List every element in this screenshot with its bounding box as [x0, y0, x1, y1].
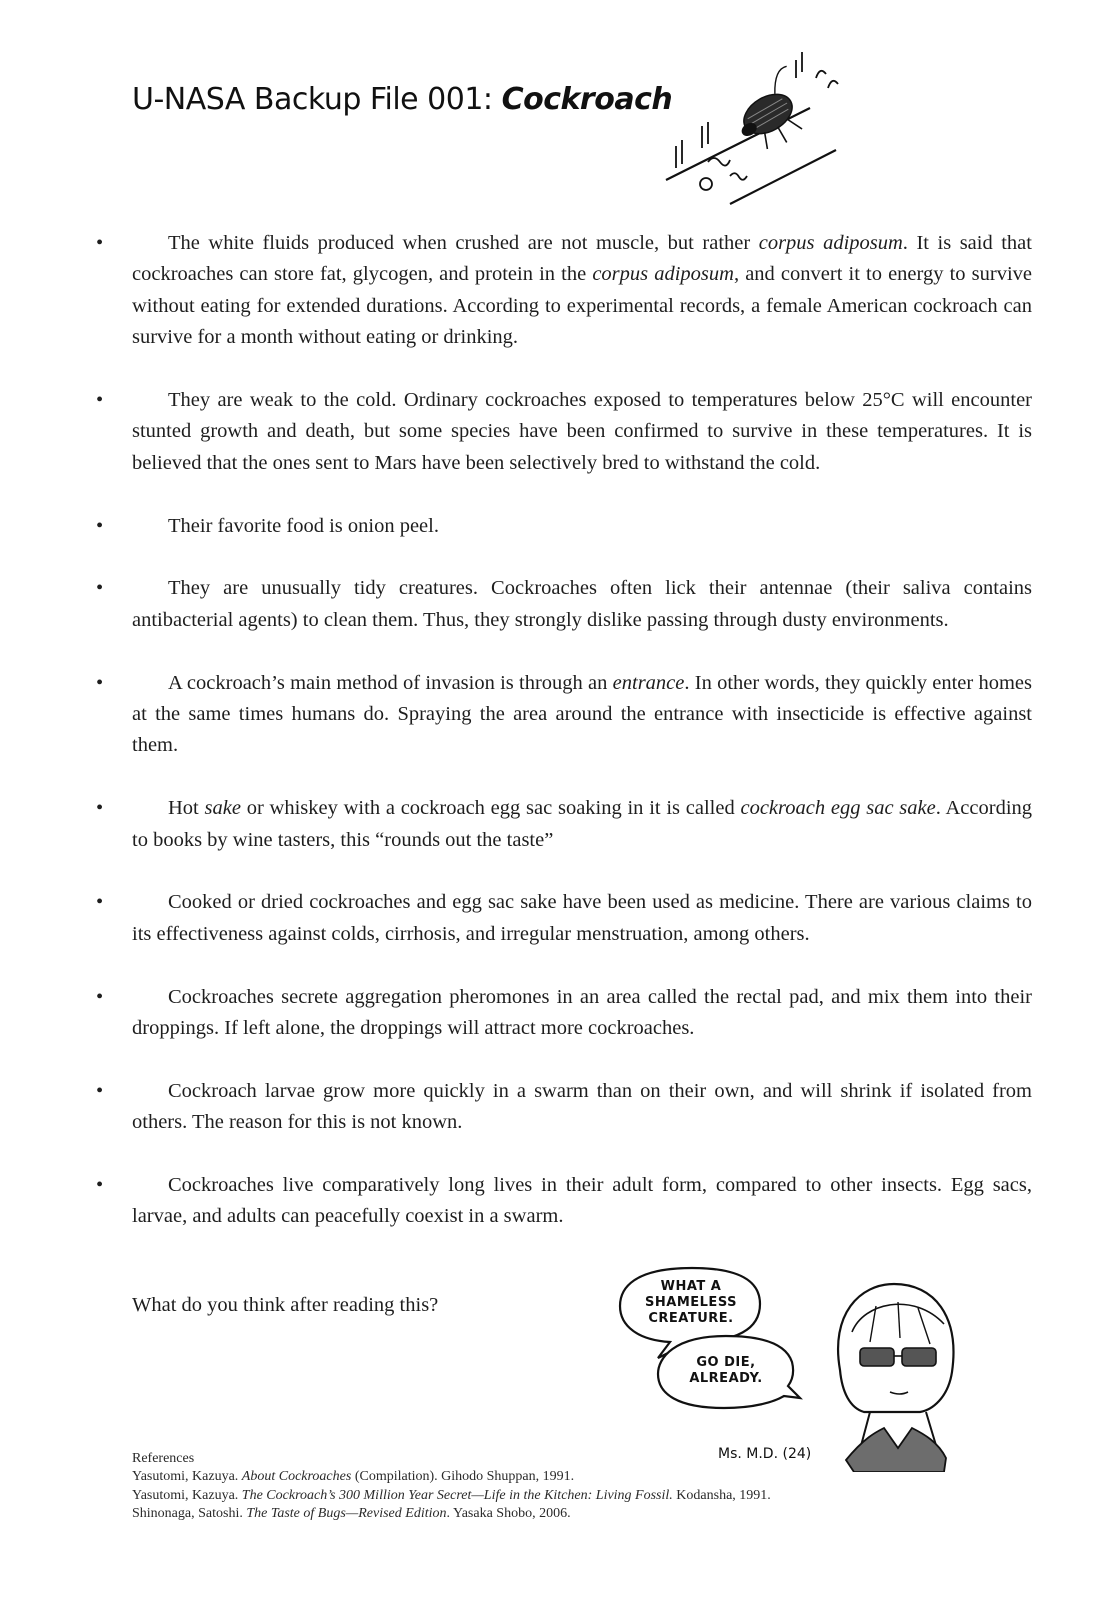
title-prefix: U-NASA Backup File 001: — [132, 82, 502, 117]
comic-panel — [614, 1262, 1014, 1472]
page-title — [132, 82, 672, 117]
cockroach-illustration — [660, 44, 850, 212]
fact-item: • Their favorite food is onion peel. — [132, 511, 1032, 542]
fact-item: • The white fluids produced when crushed are not muscle, but rather corpus adiposum. It is said that cockroaches can store fat, glycogen, and protein in the corpus adiposum, and convert it to energy to survive without eating for extended durations. According to experimental records, a female American cockroach can survive for a month without eating or drinking. — [132, 228, 1032, 354]
fact-item: • Cockroaches secrete aggregation pheromones in an area called the rectal pad, and mix them into their droppings. If left alone, the droppings will attract more cockroaches. — [132, 982, 1032, 1045]
reference-item: Yasutomi, Kazuya. About Cockroaches (Compilation). Gihodo Shuppan, 1991. — [132, 1469, 575, 1485]
fact-item: • Cockroaches live comparatively long lives in their adult form, compared to other insects. Egg sacs, larvae, and adults can peacefully coexist in a swarm. — [132, 1170, 1032, 1233]
bubble2-line: ALREADY. — [689, 1371, 763, 1386]
italic-term: About Cockroaches — [241, 1469, 352, 1485]
italic-term: corpus adiposum — [758, 232, 903, 254]
fact-item: • Hot sake or whiskey with a cockroach egg sac soaking in it is called cockroach egg sac sake. According to books by wine tasters, this “rounds out the taste” — [132, 793, 1032, 856]
bubble1-line: CREATURE. — [648, 1311, 734, 1326]
fact-item: • They are weak to the cold. Ordinary cockroaches exposed to temperatures below 25°C will encounter stunted growth and death, but some species have been confirmed to survive in these temperatures. It is believed that the ones sent to Mars have been selectively bred to withstand the cold. — [132, 385, 1032, 479]
fact-item: • A cockroach’s main method of invasion is through an entrance. In other words, they quickly enter homes at the same times humans do. Spraying the area around the entrance with insecticide is effective against them. — [132, 668, 1032, 762]
italic-term: corpus adiposum — [592, 263, 734, 286]
reference-item: Shinonaga, Satoshi. The Taste of Bugs—Revised Edition. Yasaka Shobo, 2006. — [132, 1506, 571, 1522]
italic-term: sake — [204, 797, 241, 820]
italic-term: The Cockroach’s 300 Million Year Secret—Life in the Kitchen: Living Fossil. — [241, 1487, 673, 1503]
fact-list — [132, 228, 1032, 1264]
reference-item: Yasutomi, Kazuya. The Cockroach’s 300 Million Year Secret—Life in the Kitchen: Living Fossil. Kodansha, 1991. — [132, 1487, 771, 1503]
italic-term: The Taste of Bugs—Revised Edition — [246, 1506, 447, 1522]
closing-question: What do you think after reading this? — [132, 1294, 439, 1316]
italic-term: cockroach egg sac sake — [740, 797, 936, 820]
references — [132, 1450, 832, 1524]
cockroach-figure — [724, 66, 820, 160]
bubble1-line: WHAT A — [660, 1279, 722, 1294]
fact-item: • They are unusually tidy creatures. Cockroaches often lick their antennae (their saliva contains antibacterial agents) to clean them. Thus, they strongly dislike passing through dusty environments. — [132, 573, 1032, 636]
title-emphasis: Cockroach — [501, 82, 673, 117]
fact-item: • Cockroach larvae grow more quickly in a swarm than on their own, and will shrink if isolated from others. The reason for this is not known. — [132, 1076, 1032, 1139]
references-heading: References — [132, 1451, 195, 1466]
fact-item: • Cooked or dried cockroaches and egg sac sake have been used as medicine. There are various claims to its effectiveness against colds, cirrhosis, and irregular menstruation, among others. — [132, 887, 1032, 950]
character-portrait — [838, 1284, 953, 1472]
bubble1-line: SHAMELESS — [645, 1295, 737, 1310]
character-caption: Ms. M.D. (24) — [718, 1446, 812, 1462]
bubble2-line: GO DIE, — [696, 1355, 756, 1370]
italic-term: entrance — [612, 671, 685, 694]
